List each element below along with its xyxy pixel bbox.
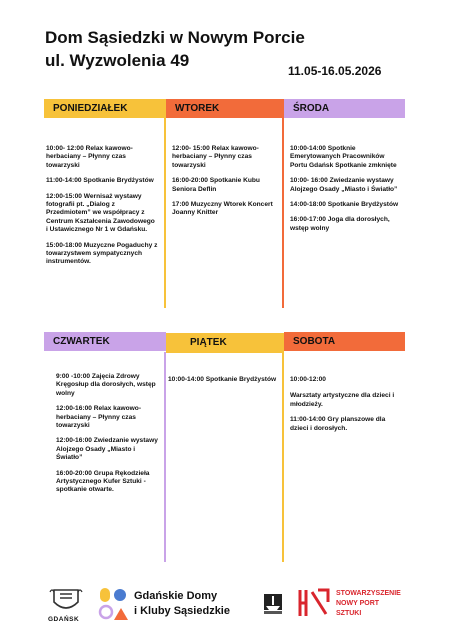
schedule-entry: Warsztaty artystyczne dla dzieci i młodzieży. <box>290 392 395 408</box>
header-saturday: SOBOTA <box>284 332 405 351</box>
header-tuesday: WTOREK <box>166 99 284 118</box>
schedule-entry: 17:00 Muzyczny Wtorek Koncert Joanny Knitter <box>172 201 273 217</box>
gdiks-logo <box>98 586 258 626</box>
schedule-tuesday <box>172 145 280 225</box>
header-monday: PONIEDZIAŁEK <box>44 99 166 118</box>
divider-monday-tuesday <box>164 118 166 308</box>
schedule-friday <box>168 376 278 391</box>
gdansk-label: GDAŃSK <box>48 616 80 623</box>
gdansk-crest-icon <box>46 586 86 616</box>
gdansk-logo <box>46 586 86 626</box>
snps-line1: STOWARZYSZENIE <box>336 590 401 597</box>
gdiks-line2: i Kluby Sąsiedzkie <box>134 605 230 617</box>
footer-logos <box>0 580 450 636</box>
schedule-thursday <box>56 373 158 502</box>
schedule-saturday <box>290 376 400 440</box>
date-range: 11.05-16.05.2026 <box>288 64 382 78</box>
schedule-entry: 16:00-20:00 Spotkanie Kubu Seniora Deflin <box>172 177 260 193</box>
schedule-entry: 16:00-20:00 Grupa Rękodzieła Artystycznego Kufer Sztuki - spotkanie otwarte. <box>56 469 150 494</box>
snps-logo <box>296 586 416 626</box>
gdiks-mark-icon <box>98 586 130 622</box>
schedule-entry: 15:00-18:00 Muzyczne Pogaduchy z towarzystwem sympatycznych instrumentów. <box>46 241 158 266</box>
ship-logo-icon <box>262 590 284 616</box>
schedule-entry: 12:00-16:00 Relax kawowo-herbaciany – Płynny czas towarzyski <box>56 405 142 430</box>
header-friday: PIĄTEK <box>166 333 284 353</box>
schedule-entry: 10:00-12:00 <box>290 376 326 383</box>
page-title: Dom Sąsiedzki w Nowym Porcie <box>45 28 305 47</box>
schedule-entry: 11:00-14:00 Gry planszowe dla dzieci i dorosłych. <box>290 416 386 432</box>
schedule-entry: 10:00- 16:00 Zwiedzanie wystawy Alojzego Osady „Miasto i Światło” <box>290 177 398 193</box>
header-wednesday: ŚRODA <box>284 99 405 118</box>
divider-tuesday-wednesday <box>282 118 284 308</box>
schedule-entry: 12:00- 15:00 Relax kawowo-herbaciany – Płynny czas towarzyski <box>172 145 259 169</box>
snps-line2: NOWY PORT <box>336 600 380 607</box>
snps-mark-icon <box>296 586 332 620</box>
schedule-entry: 10:00-14:00 Spotkanie Brydżystów <box>168 376 277 383</box>
schedule-entry: 9:00 -10:00 Zajęcia Zdrowy Kręgosłup dla dorosłych, wstęp wolny <box>56 373 156 397</box>
schedule-entry: 10:00-14:00 Spotknie Emerytowanych Pracowników Portu Gdańsk Spotkanie zmknięte <box>290 145 397 169</box>
schedule-entry: 16:00-17:00 Joga dla dorosłych, wstęp wolny <box>290 216 390 232</box>
page-subtitle-address: ul. Wyzwolenia 49 <box>45 51 190 70</box>
schedule-wednesday <box>290 145 400 240</box>
gdiks-line1: Gdańskie Domy <box>134 590 218 602</box>
schedule-entry: 12:00-15:00 Wernisaż wystawy fotografii pt. „Dialog z Przedmiotem” we współpracy z Centrum Kształcenia Zawodowego i Ustawicznego Nr 1 w Gdańsku. <box>46 192 155 234</box>
schedule-entry: 14:00-18:00 Spotkanie Brydżystów <box>290 201 399 209</box>
snps-line3: SZTUKI <box>336 610 362 617</box>
divider-thursday-friday <box>164 352 166 562</box>
header-thursday: CZWARTEK <box>44 332 166 351</box>
schedule-entry: 12:00-16:00 Zwiedzanie wystawy Alojzego Osady „Miasto i Światło” <box>56 437 158 462</box>
schedule-entry: 11:00-14:00 Spotkanie Brydżystów <box>46 177 154 185</box>
schedule-monday <box>46 145 158 274</box>
schedule-entry: 10:00- 12:00 Relax kawowo-herbaciany – Płynny czas towarzyski <box>46 145 133 169</box>
divider-friday-saturday <box>282 352 284 562</box>
